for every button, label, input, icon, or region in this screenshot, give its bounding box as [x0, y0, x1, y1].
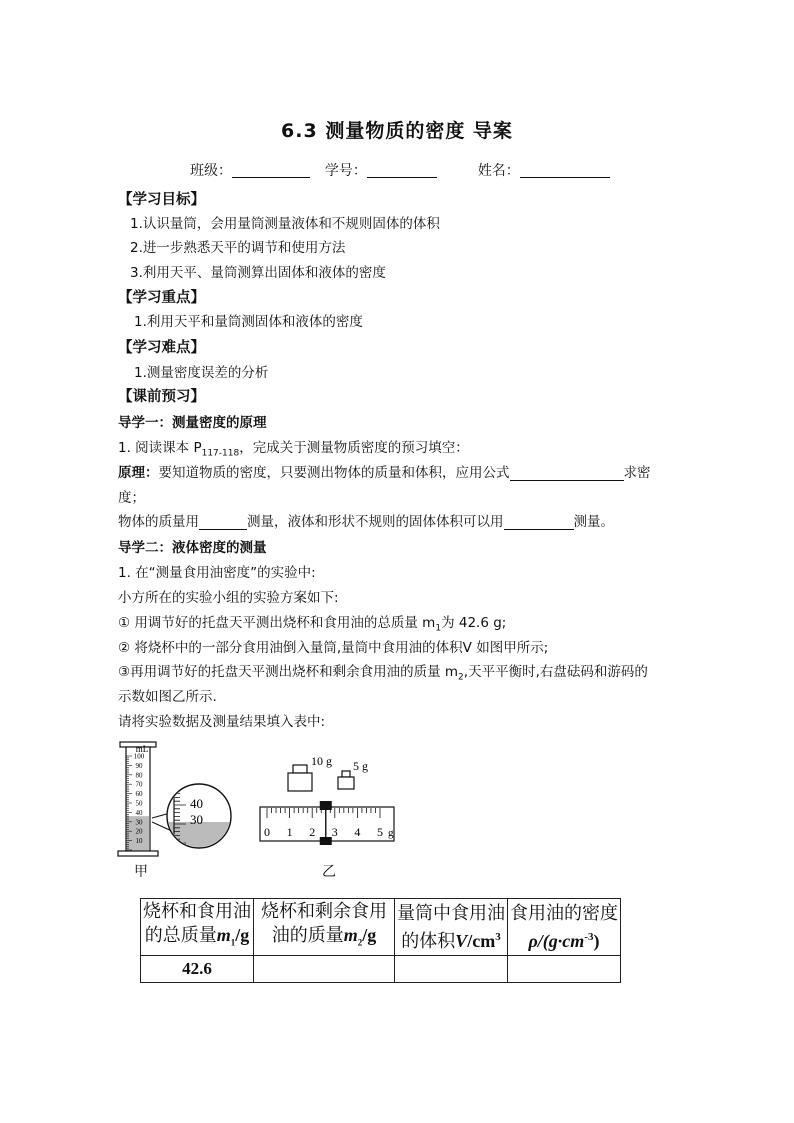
- q1-prefix: 1. 阅读课本 P: [118, 440, 202, 456]
- header-unit: /g: [362, 925, 377, 945]
- guide2-heading: 导学二：液体密度的测量: [118, 540, 267, 556]
- step-3-cont: 示数如图乙所示.: [118, 689, 217, 705]
- header-total-mass: [141, 899, 254, 956]
- mass-line: [118, 512, 614, 532]
- cylinder-tick-label: 100: [133, 752, 145, 761]
- zoom-label-lower: 30: [190, 812, 203, 827]
- header-sub: 1: [230, 937, 236, 948]
- cell-volume[interactable]: [395, 955, 508, 982]
- section-preview: 【课前预习】: [118, 389, 205, 405]
- difficulty-item: 1.测量密度误差的分析: [134, 365, 269, 381]
- formula-blank[interactable]: [510, 465, 624, 481]
- header-remaining-mass: [254, 899, 395, 956]
- header-text: 烧杯和食用油: [143, 901, 251, 921]
- mass-tool-blank[interactable]: [199, 514, 247, 530]
- q1-suffix: ，完成关于测量物质密度的预习填空：: [239, 440, 469, 456]
- page-range: 117-118: [201, 448, 240, 459]
- cell-remaining-mass[interactable]: [254, 955, 395, 982]
- data-table: [140, 898, 621, 983]
- header-unit: /cm: [467, 930, 496, 951]
- mass-a: 物体的质量用: [118, 514, 199, 530]
- step1-a: ① 用调节好的托盘天平测出烧杯和食用油的总质量 m: [118, 615, 436, 631]
- cylinder-tick-label: 10: [135, 837, 143, 846]
- guide2-question: 1. 在“测量食用油密度”的实验中:: [118, 565, 316, 581]
- ruler-tick-label: 1: [286, 825, 293, 839]
- step-2: ② 将烧杯中的一部分食用油倒入量筒,量筒中食用油的体积V 如图甲所示;: [118, 640, 549, 656]
- step1-sub: 1: [435, 623, 442, 634]
- principle-cont: 度；: [118, 490, 145, 506]
- ruler-tick-label: 5: [377, 825, 383, 839]
- guide2-plan: 小方所在的实验小组的实验方案如下:: [118, 590, 339, 606]
- step-3: [118, 662, 648, 688]
- weight-10g-label: 10 g: [311, 754, 332, 768]
- header-sup: -3: [584, 930, 594, 943]
- guide1-heading: 导学一：测量密度的原理: [118, 415, 267, 431]
- ruler-tick-label: 3: [331, 825, 338, 839]
- cylinder-tick-label: 90: [135, 761, 143, 770]
- figure-svg: [112, 740, 412, 880]
- step3-sub: 2: [458, 672, 464, 683]
- rider-bottom: [320, 837, 332, 845]
- principle-label: 原理：: [118, 465, 159, 481]
- section-key: 【学习重点】: [118, 290, 205, 306]
- header-text: 油的质量: [271, 925, 344, 945]
- volume-tool-blank[interactable]: [504, 514, 574, 530]
- cylinder-tick-label: 80: [135, 771, 143, 780]
- step-1: [118, 613, 506, 639]
- guide1-question: [118, 438, 469, 464]
- ruler-unit: g: [388, 827, 394, 839]
- ruler-tick-label: 4: [354, 825, 361, 839]
- page-title: 6.3 测量物质的密度 导案: [281, 120, 513, 142]
- header-unit: /g: [235, 925, 250, 945]
- balance-ruler: [260, 801, 394, 845]
- cylinder-tick-label: 50: [135, 799, 143, 808]
- header-unit: ): [593, 930, 600, 951]
- cylinder-tick-label: 70: [135, 780, 143, 789]
- header-volume: [395, 899, 508, 956]
- cylinder-tick-label: 30: [135, 818, 143, 827]
- figure-label-yi: 乙: [322, 864, 336, 880]
- header-text: 量筒中食用油: [397, 902, 505, 923]
- weight-5g-label: 5 g: [353, 759, 368, 773]
- weight-10g: [288, 754, 332, 791]
- cell-density[interactable]: [508, 955, 621, 982]
- header-symbol: m: [343, 925, 358, 945]
- header-text: 食用油的密度: [510, 902, 618, 923]
- cylinder-unit: mL: [135, 744, 149, 754]
- zoom-label-upper: 40: [190, 796, 203, 811]
- key-item: 1.利用天平和量筒测固体和液体的密度: [134, 314, 363, 330]
- class-blank[interactable]: [232, 163, 310, 178]
- weight-5g: [338, 759, 368, 789]
- id-label: 学号：: [324, 163, 367, 179]
- principle-end: 求密: [623, 465, 651, 481]
- header-sup: 3: [495, 930, 501, 943]
- header-symbol: V: [455, 930, 468, 951]
- goal-item: 2.进一步熟悉天平的调节和使用方法: [130, 240, 346, 256]
- table-header-row: [141, 899, 621, 956]
- id-blank[interactable]: [367, 163, 437, 178]
- step1-b: 为 42.6 g;: [441, 615, 507, 631]
- zoom-view: [152, 780, 237, 858]
- name-blank[interactable]: [520, 163, 610, 178]
- header-text: 烧杯和剩余食用: [261, 901, 387, 921]
- table-row: [141, 955, 621, 982]
- header-symbol: ρ/(g·cm: [528, 930, 585, 951]
- cylinder-tick-label: 40: [135, 808, 143, 817]
- name-label: 姓名：: [477, 163, 520, 179]
- goal-item: 3.利用天平、量筒测算出固体和液体的密度: [130, 265, 386, 281]
- fill-instruction: 请将实验数据及测量结果填入表中:: [118, 714, 326, 730]
- header-text: 的体积: [401, 930, 456, 951]
- rider-top: [320, 801, 332, 810]
- class-label: 班级：: [190, 163, 232, 179]
- step3-b: ,天平平衡时,右盘砝码和游码的: [463, 664, 648, 680]
- student-info-row: [190, 160, 610, 180]
- cylinder-tick-label: 60: [135, 790, 143, 799]
- header-density: [508, 899, 621, 956]
- step3-a: ③再用调节好的托盘天平测出烧杯和剩余食用油的质量 m: [118, 664, 459, 680]
- section-difficulty: 【学习难点】: [118, 340, 205, 356]
- cylinder-tick-label: 20: [135, 827, 143, 836]
- figure-label-jia: 甲: [134, 864, 148, 880]
- mass-b: 测量，液体和形状不规则的固体体积可以用: [247, 514, 504, 530]
- header-text: 的总质量: [144, 925, 217, 945]
- header-sub: 2: [357, 937, 363, 948]
- mass-c: 测量。: [573, 514, 614, 530]
- header-symbol: m: [216, 925, 231, 945]
- principle-text: 要知道物质的密度，只要测出物体的质量和体积，应用公式: [158, 465, 510, 481]
- principle-line: [118, 463, 651, 483]
- ruler-tick-label: 2: [309, 825, 316, 839]
- cell-total-mass: 42.6: [141, 955, 254, 982]
- goal-item: 1.认识量筒，会用量筒测量液体和不规则固体的体积: [130, 216, 440, 232]
- section-goals: 【学习目标】: [118, 192, 205, 208]
- graduated-cylinder: [118, 742, 158, 856]
- ruler-tick-label: 0: [264, 825, 270, 839]
